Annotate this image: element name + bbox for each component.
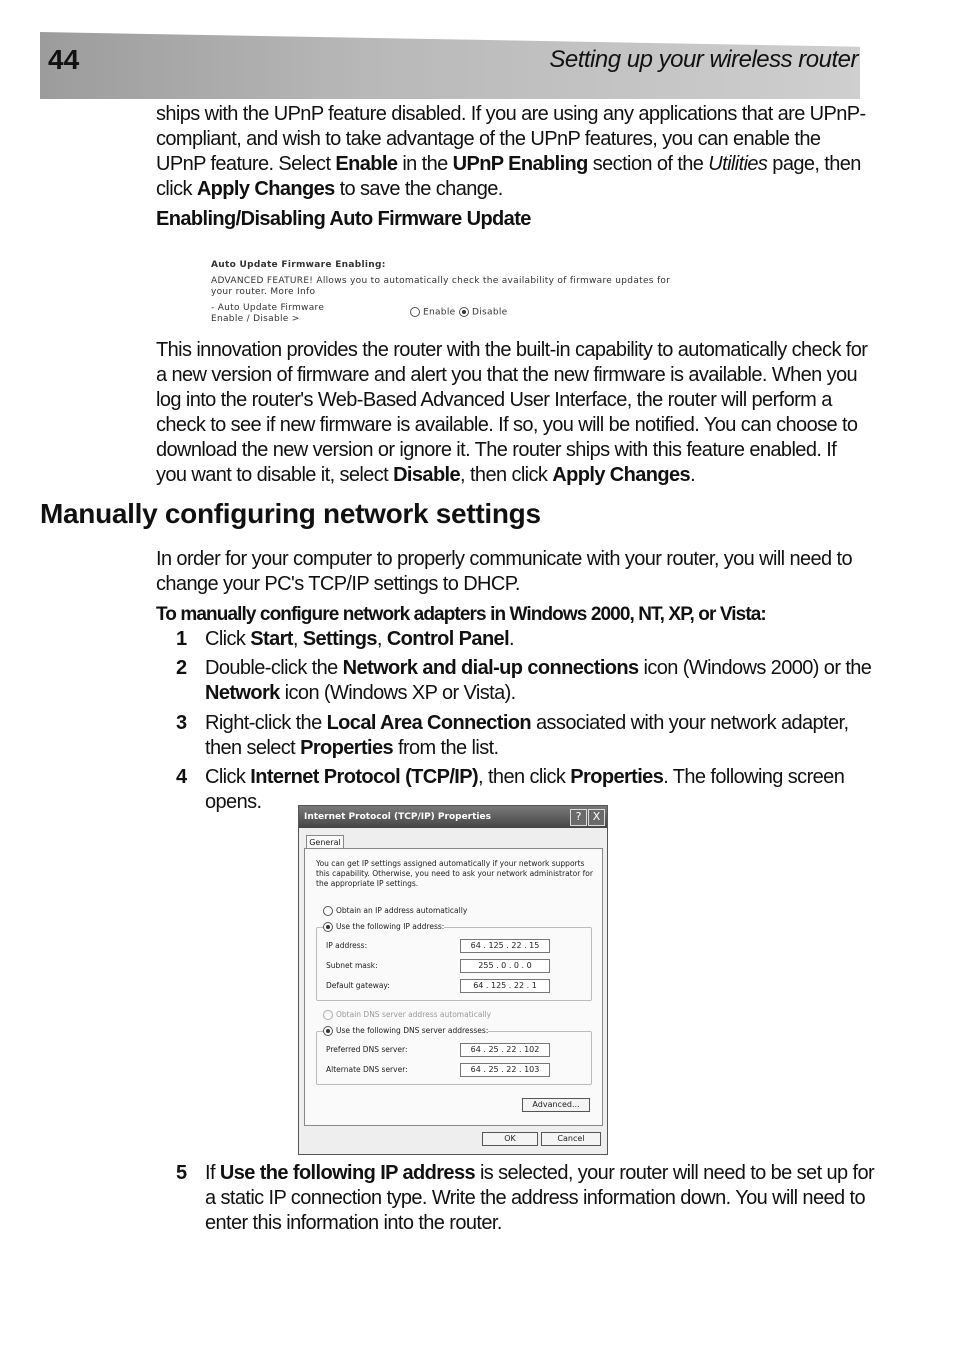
radio-selected-icon [459, 307, 469, 317]
dialog-titlebar [299, 806, 607, 828]
intro-paragraph: ships with the UPnP feature disabled. If you are using any applications that are UPnP-compliant, and wish to take advantage of the UPnP features, you can enable the UPnP feature. Select Enable in the UPnP Enabling section of the Utilities page, then click Apply Changes to save the change. [156, 103, 866, 200]
step-5: 5 If Use the following IP address is selected, your router will need to be set up for a static IP connection type. Write the address information down. You will need to enter this information into the router. [176, 1162, 875, 1234]
dialog-desc-2: this capability. Otherwise, you need to ask your network administrator for [316, 869, 593, 878]
fw-disable-option[interactable]: Disable [459, 307, 508, 318]
step-4: 4 Click Internet Protocol (TCP/IP), then click Properties. The following screen opens. [176, 766, 845, 813]
dns-group [316, 1031, 592, 1085]
ip-address-label: IP address: [326, 941, 368, 950]
gateway-label: Default gateway: [326, 981, 390, 990]
radio-icon [410, 307, 420, 317]
help-icon[interactable]: ? [570, 809, 587, 826]
fw-title: Auto Update Firmware Enabling: [211, 260, 386, 270]
alternate-dns-field[interactable]: 64 . 25 . 22 . 103 [460, 1063, 550, 1077]
fw-row-2: Enable / Disable > [211, 314, 300, 324]
advanced-button[interactable]: Advanced... [522, 1098, 590, 1112]
section-intro: In order for your computer to properly communicate with your router, you will need to change your PC's TCP/IP settings to DHCP. [156, 548, 853, 595]
radio-selected-icon [323, 922, 333, 932]
step-2: 2 Double-click the Network and dial-up connections icon (Windows 2000) or the Network icon (Windows XP or Vista). [176, 657, 872, 704]
step-1: 1 Click Start, Settings, Control Panel. [176, 628, 515, 650]
use-ip-radio[interactable]: Use the following IP address: [323, 922, 444, 932]
firmware-paragraph: This innovation provides the router with the built-in capability to automatically check for a new version of firmware and alert you that the new firmware is available. When you log into the router's Web-Based Advanced User Interface, the router will perform a check to see if new firmware is available. If so, you will be notified. You can choose to download the new version or ignore it. The router ships with this feature enabled. If you want to disable it, select Disable, then click Apply Changes. [156, 339, 868, 486]
running-head: Setting up your wireless router [549, 46, 858, 73]
alternate-dns-label: Alternate DNS server: [326, 1065, 408, 1074]
cancel-button[interactable]: Cancel [541, 1132, 601, 1146]
fw-row-1: - Auto Update Firmware [211, 303, 325, 313]
dialog-desc-3: the appropriate IP settings. [316, 879, 419, 888]
obtain-dns-radio[interactable]: Obtain DNS server address automatically [323, 1010, 491, 1020]
tab-general[interactable]: General [306, 835, 344, 849]
obtain-ip-radio[interactable]: Obtain an IP address automatically [323, 906, 467, 916]
close-icon[interactable]: X [588, 809, 605, 826]
dialog-title: Internet Protocol (TCP/IP) Properties [304, 812, 491, 822]
fw-desc-1: ADVANCED FEATURE! Allows you to automatically check the availability of firmware updates for [211, 276, 671, 286]
firmware-figure [211, 260, 681, 330]
tcpip-properties-dialog [298, 805, 608, 1155]
subnet-mask-label: Subnet mask: [326, 961, 378, 970]
gateway-field[interactable]: 64 . 125 . 22 . 1 [460, 979, 550, 993]
step-3: 3 Right-click the Local Area Connection associated with your network adapter, then select Properties from the list. [176, 712, 849, 759]
radio-selected-icon [323, 1026, 333, 1036]
fw-desc-2: your router. More Info [211, 287, 316, 297]
preferred-dns-field[interactable]: 64 . 25 . 22 . 102 [460, 1043, 550, 1057]
radio-icon [323, 906, 333, 916]
section-subheading: To manually configure network adapters in Windows 2000, NT, XP, or Vista: [156, 604, 766, 625]
firmware-heading: Enabling/Disabling Auto Firmware Update [156, 208, 531, 230]
ok-button[interactable]: OK [482, 1132, 538, 1146]
fw-enable-option[interactable]: Enable [410, 307, 455, 318]
dialog-desc-1: You can get IP settings assigned automatically if your network supports [316, 859, 585, 868]
page-number: 44 [48, 44, 80, 75]
ip-address-field[interactable]: 64 . 125 . 22 . 15 [460, 939, 550, 953]
section-title: Manually configuring network settings [40, 498, 541, 529]
use-dns-radio[interactable]: Use the following DNS server addresses: [323, 1026, 488, 1036]
radio-icon [323, 1010, 333, 1020]
subnet-mask-field[interactable]: 255 . 0 . 0 . 0 [460, 959, 550, 973]
preferred-dns-label: Preferred DNS server: [326, 1045, 408, 1054]
